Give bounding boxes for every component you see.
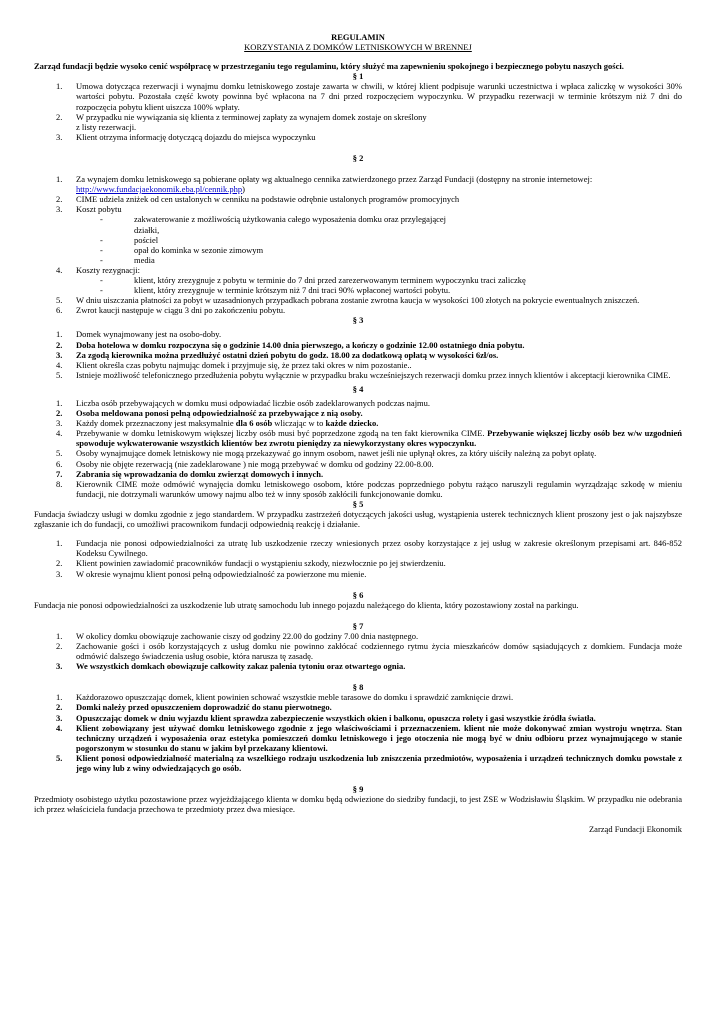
list-item: 6. Zwrot kaucji następuje w ciągu 3 dni po zakończeniu pobytu. <box>56 305 286 316</box>
document-title: REGULAMIN <box>331 32 385 42</box>
list-item: 2. Osoba meldowana ponosi pełną odpowiedzialność za przebywające z nią osoby. <box>56 408 363 419</box>
list-item: 2. Klient powinien zawiadomić pracowników fundacji o wystąpieniu szkody, niezwłocznie po jej stwierdzeniu. <box>56 558 446 569</box>
section-7-list <box>34 631 682 671</box>
list-item: 3. Klient otrzyma informację dotyczącą dojazdu do miejsca wypoczynku <box>56 131 316 142</box>
section-1-list <box>34 81 682 142</box>
section-4-heading: § 4 <box>352 383 364 394</box>
section-7-heading: § 7 <box>352 620 364 631</box>
section-3-list <box>34 329 682 379</box>
section-9-heading: § 9 <box>352 784 364 795</box>
list-item: 3. Za zgodą kierownika można przedłużyć ostatni dzień pobytu do godz. 18.00 za dodatkową opłatą w wysokości 6zł/os. <box>56 349 499 360</box>
list-item: 4. Klient określa czas pobytu najmując domek i przyjmuje się, że przez taki okres w nim pozostanie.. <box>56 359 412 370</box>
list-item: 3. Opuszczając domek w dniu wyjazdu klient sprawdza zabezpieczenie wszystkich okien i balkonu, opuszcza rolety i gasi wszystkie źródła światła. <box>56 712 596 723</box>
section-1-heading: § 1 <box>352 71 364 82</box>
list-item: 5. Istnieje możliwość telefonicznego przedłużenia pobytu wyłącznie w przypadku braku wcześniejszych rezerwacji domku przez innych klientów i akceptacji kierownika CIME. <box>56 369 671 380</box>
list-item: 2. Doba hotelowa w domku rozpoczyna się o godzinie 14.00 dnia pierwszego, a kończy o godzinie 12.00 ostatniego dnia pobytu. <box>56 339 525 350</box>
list-item: 2. W przypadku nie wywiązania się klienta z terminowej zapłaty za wynajem domek zostaje on skreślony z listy rezerwacji. <box>56 111 427 132</box>
section-8-list <box>34 692 682 773</box>
section-2-heading: § 2 <box>352 152 364 163</box>
section-8-heading: § 8 <box>352 682 364 693</box>
section-2-list <box>34 174 682 315</box>
cost-item: - media <box>100 254 155 265</box>
item-number: 1. <box>56 81 63 92</box>
list-item: 5. Klient ponosi odpowiedzialność materialną za wszelkiego rodzaju uszkodzenia lub zniszczenia przedmiotów, wyposażenia i urządzeń technicznych domku powstałe z jego winy lub z winy odwiedzających go osób. <box>56 752 682 773</box>
list-item: 5. Osoby wynajmujące domek letniskowy nie mogą przekazywać go innym osobom, nawet jeśli nie upłynął okres, za który uiściły należną za pobyt opłatę. <box>56 448 597 459</box>
section-4-list <box>34 398 682 499</box>
list-item: 3. W okresie wynajmu klient ponosi pełną odpowiedzialność za powierzone mu mienie. <box>56 568 367 579</box>
cost-item-continuation: działki, <box>134 224 160 235</box>
item-number: 2. <box>56 111 63 122</box>
cost-item: - zakwaterowanie z możliwością użytkowania całego wyposażenia domku oraz przylegającej <box>100 214 446 225</box>
section-6-paragraph: Fundacja nie ponosi odpowiedzialności za uszkodzenie lub utratę samochodu lub innego pojazdu należącego do klienta, który pozostawiony został na parkingu. <box>34 599 579 610</box>
price-list-link[interactable]: http://www.fundacjaekonomik.eba.pl/cennik.php <box>76 184 243 195</box>
list-item: 6. Osoby nie objęte rezerwacją (nie zadeklarowane ) nie mogą przebywać w domku od godziny 22.00-8.00. <box>56 458 434 469</box>
list-item: 3. Każdy domek przeznaczony jest maksymalnie dla 6 osób wliczając w to każde dziecko. <box>56 418 379 429</box>
list-item: 1. Fundacja nie ponosi odpowiedzialności za utratę lub uszkodzenie rzeczy wniesionych przez osoby korzystające z jej usług w zakresie określonym przepisami art. 846-852 Kodeksu Cywilnego. <box>56 538 682 559</box>
list-item: 5. W dniu uiszczania płatności za pobyt w uzasadnionych przypadkach pobrana zostanie zwrotna kaucja w wysokości 100 złotych na pokrycie ewentualnych zniszczeń. <box>56 295 640 306</box>
list-item: 8. Kierownik CIME może odmówić wynajęcia domku letniskowego osobom, które podczas poprzedniego pobytu rażąco naruszyli regulamin wyrządzając szkodę w mieniu fundacji, nie dotrzymali warunków umowy najmu albo też w inny sposób zakłócili funkcjonowanie domku. <box>56 478 682 499</box>
cost-item: - opał do kominka w sezonie zimowym <box>100 244 264 255</box>
list-item: 3. Koszt pobytu <box>56 204 122 215</box>
list-item: 4. Klient zobowiązany jest używać domku letniskowego zgodnie z jego właściwościami i przeznaczeniem. klient nie może dokonywać zmian wystroju wnętrza. Stan techniczny urządzeń i wyposażenia oraz estetyka pomieszczeń domku letniskowego i jego otoczenia nie mogą być w dniu odbioru przez wynajmującego w stanie pogorszonym w stosunku do stanu w jakim był przekazany klientowi. <box>56 722 682 753</box>
resign-item: - klient, który zrezygnuje z pobytu w terminie do 7 dni przed zarezerwowanym terminem wypoczynku traci zaliczkę <box>100 274 526 285</box>
cost-item: - pościel <box>100 234 159 245</box>
list-item: 3. We wszystkich domkach obowiązuje całkowity zakaz palenia tytoniu oraz otwartego ognia. <box>56 661 406 672</box>
item-number: 3. <box>56 131 63 142</box>
section-5-paragraph: Fundacja świadczy usługi w domku zgodnie z jego standardem. W przypadku zastrzeżeń dotyczących jakości usług, wystąpienia usterek technicznych klient proszony jest o jak najszybsze zgłaszanie ich do fundacji, co umożliwi pracownikom fundacji odpowiednią reakcję i działanie. <box>34 509 682 530</box>
list-item: 4. Koszty rezygnacji: <box>56 264 140 275</box>
resign-item: - klient, który zrezygnuje w terminie krótszym niż 7 dni traci 90% wpłaconej wartości pobytu. <box>100 285 451 296</box>
section-9-paragraph: Przedmioty osobistego użytku pozostawione przez wyjeżdżającego klienta w domku będą odwiezione do siedziby fundacji, to jest ZSE w Wodzisławiu Śląskim. W przypadku nie odebrania ich przez właściciela fundacja przechowa te przedmioty przez dwa miesiące. <box>34 794 682 815</box>
list-item: 2. CIME udziela zniżek od cen ustalonych w cenniku na podstawie odrębnie ustalonych programów promocyjnych <box>56 194 460 205</box>
list-item: 1. Każdorazowo opuszczając domek, klient powinien schować wszystkie meble tarasowe do domku i sprawdzić zamknięcie drzwi. <box>56 692 514 703</box>
section-5-heading: § 5 <box>352 498 364 509</box>
signature: Zarząd Fundacji Ekonomik <box>588 824 682 835</box>
section-6-heading: § 6 <box>352 589 364 600</box>
list-item: 4. Przebywanie w domku letniskowym większej liczby osób musi być poprzedzone zgodą na ten fakt kierownika CIME. Przebywanie większej liczby osób bez w/w uzgodnień spowoduje wykwaterowanie wszystkich klientów bez zwrotu pieniędzy za niewykorzystany okres wypoczynku. <box>56 428 682 449</box>
list-item: 1. Umowa dotycząca rezerwacji i wynajmu domku letniskowego zostaje zawarta w chwili, w której klient podpisuje warunki uczestnictwa i wpłaca zaliczkę w wysokości 30% wartości pobytu. Pozostała część kwoty powinna być wpłacona na 7 dni przed rozpoczęciem wypoczynku. W przypadku rezerwacji w terminie krótszym niż 7 dni do rozpoczęcia pobytu klient uiszcza 100% wpłaty. <box>56 81 682 112</box>
list-item: 1. Liczba osób przebywających w domku musi odpowiadać liczbie osób zadeklarowanych podczas najmu. <box>56 398 431 408</box>
intro-paragraph: Zarząd fundacji będzie wysoko cenić współpracę w przestrzeganiu tego regulaminu, który służyć ma zapewnieniu spokojnego i bezpiecznego pobytu naszych gości. <box>34 61 624 72</box>
list-item: 7. Zabrania się wprowadzania do domku zwierząt domowych i innych. <box>56 468 324 479</box>
list-item: 1. Za wynajem domku letniskowego są pobierane opłaty wg aktualnego cennika zatwierdzonego przez Zarząd Fundacji (dostępny na stronie internetowej: http://www.fundacjaekonomik.eba.pl/cennik.php) <box>56 174 593 195</box>
list-item: 2. Domki należy przed opuszczeniem doprowadzić do stanu pierwotnego. <box>56 702 332 713</box>
list-item: 1. W okolicy domku obowiązuje zachowanie ciszy od godziny 22.00 do godziny 7.00 dnia następnego. <box>56 630 419 641</box>
list-item: 2. Zachowanie gości i osób korzystających z usług domku nie powinno zakłócać codziennego rytmu życia mieszkańców domów sąsiadujących z domkiem. Fundacja może odmówić dalszego świadczenia usług osobie, która narusza tę zasadę. <box>56 640 682 662</box>
section-3-heading: § 3 <box>352 315 364 326</box>
list-item: 1. Domek wynajmowany jest na osobo-doby. <box>56 329 222 340</box>
section-5-list <box>34 538 682 578</box>
document-subtitle: KORZYSTANIA Z DOMKÓW LETNISKOWYCH W BRENNEJ <box>244 42 472 53</box>
